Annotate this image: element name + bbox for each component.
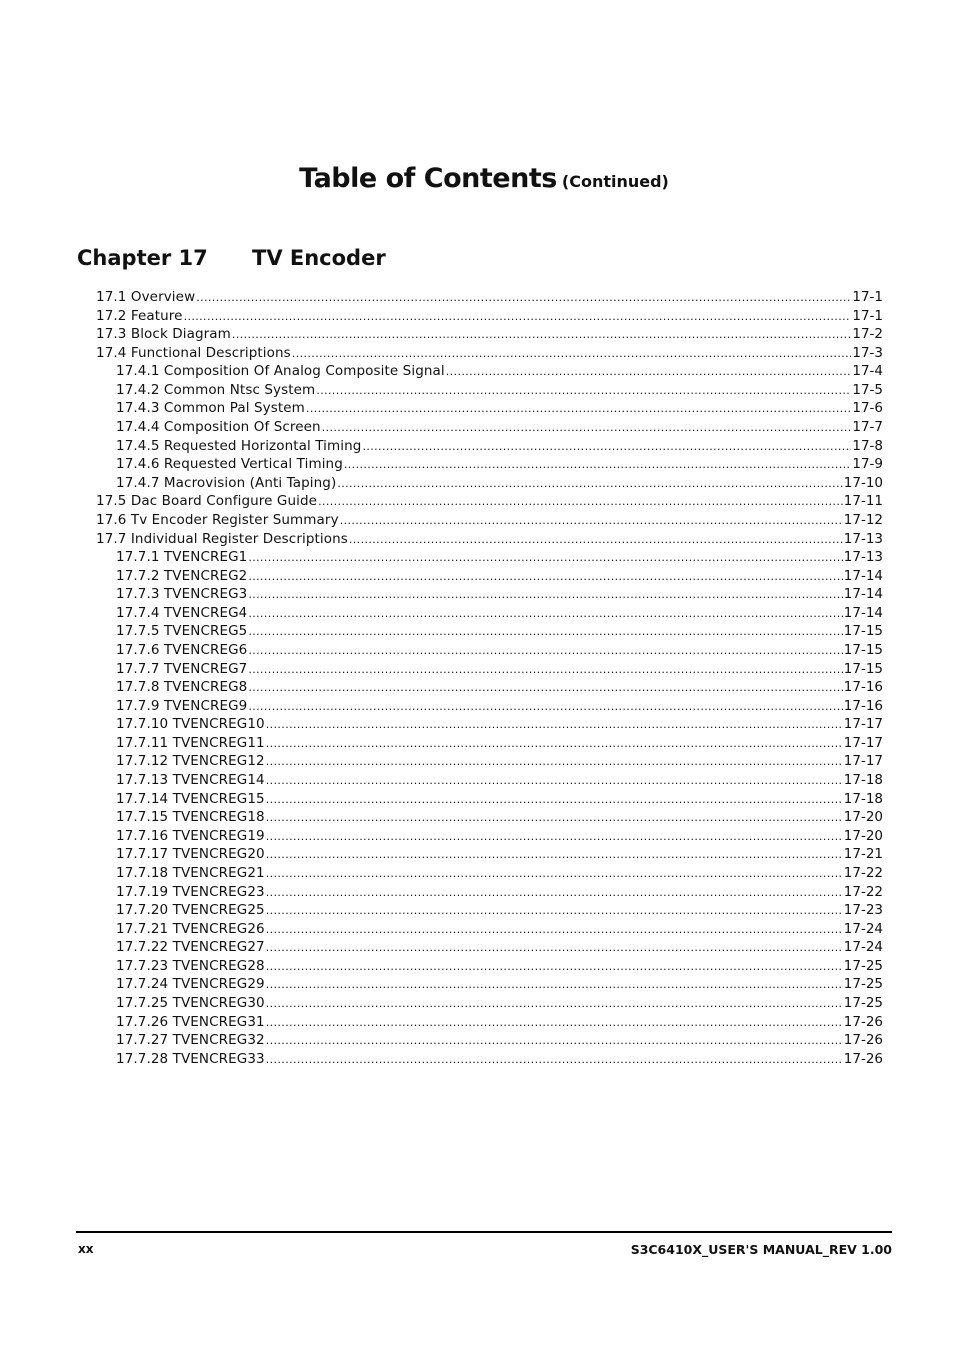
footer-manual-title: S3C6410X_USER'S MANUAL_REV 1.00 (630, 1242, 892, 1257)
toc-entry-page: 17-15 (843, 660, 883, 677)
dot-leader (349, 530, 843, 549)
toc-entry-page: 17-24 (843, 939, 883, 956)
dot-leader (318, 492, 843, 511)
toc-entry[interactable] (96, 641, 883, 660)
toc-entry-page: 17-16 (843, 697, 883, 714)
toc-entry-page: 17-5 (852, 381, 883, 398)
toc-entry[interactable] (96, 920, 883, 939)
toc-entry-page: 17-7 (852, 419, 883, 436)
dot-leader (266, 845, 843, 864)
toc-entry-label: 17.4.4 Composition Of Screen (116, 419, 321, 436)
toc-entry-label: 17.1 Overview (96, 289, 196, 305)
toc-entry-page: 17-22 (843, 864, 883, 881)
toc-entry-page: 17-14 (843, 604, 883, 621)
toc-entry-label: 17.3 Block Diagram (96, 326, 231, 343)
toc-entry[interactable] (96, 957, 883, 976)
toc-entry-label: 17.7.11 TVENCREG11 (116, 734, 265, 751)
toc-entry[interactable] (96, 307, 883, 326)
toc-entry[interactable] (96, 399, 883, 418)
chapter-heading (77, 246, 386, 270)
toc-entry-label: 17.7.15 TVENCREG18 (116, 809, 265, 826)
toc-entry-page: 17-8 (852, 437, 883, 454)
dot-leader (337, 474, 842, 493)
toc-entry[interactable] (96, 474, 883, 493)
dot-leader (248, 622, 842, 641)
dot-leader (248, 660, 842, 679)
toc-entry[interactable] (96, 827, 883, 846)
dot-leader (232, 325, 851, 344)
toc-entry-label: 17.7.27 TVENCREG32 (116, 1032, 265, 1049)
toc-entry-page: 17-26 (843, 1050, 883, 1067)
dot-leader (266, 957, 843, 976)
toc-entry[interactable] (96, 864, 883, 883)
toc-entry[interactable] (96, 901, 883, 920)
title-main: Table of Contents (299, 163, 557, 194)
toc-entry-label: 17.4.2 Common Ntsc System (116, 381, 316, 398)
toc-entry-label: 17.7.9 TVENCREG9 (116, 697, 248, 714)
dot-leader (316, 381, 851, 400)
toc-entry-page: 17-26 (843, 1032, 883, 1049)
toc-entry-page: 17-26 (843, 1013, 883, 1030)
dot-leader (248, 678, 842, 697)
dot-leader (248, 567, 842, 586)
toc-entry-page: 17-20 (843, 809, 883, 826)
dot-leader (266, 975, 843, 994)
toc-entry[interactable] (96, 771, 883, 790)
toc-entry-page: 17-13 (843, 530, 883, 547)
toc-entry-page: 17-15 (843, 623, 883, 640)
toc-entry[interactable] (96, 585, 883, 604)
dot-leader (292, 344, 852, 363)
chapter-number: Chapter 17 (77, 246, 208, 270)
toc-entry[interactable] (96, 288, 883, 307)
dot-leader (266, 1050, 843, 1069)
toc-entry-page: 17-12 (843, 511, 883, 528)
dot-leader (266, 771, 843, 790)
toc-entry-page: 17-16 (843, 679, 883, 696)
toc-entry[interactable] (96, 883, 883, 902)
dot-leader (248, 697, 842, 716)
toc-entry[interactable] (96, 511, 883, 530)
dot-leader (344, 455, 851, 474)
toc-entry-label: 17.7.26 TVENCREG31 (116, 1013, 265, 1030)
dot-leader (266, 827, 843, 846)
toc-entry-label: 17.4.5 Requested Horizontal Timing (116, 437, 362, 454)
dot-leader (196, 288, 851, 307)
toc-entry-label: 17.4 Functional Descriptions (96, 344, 291, 361)
toc-entry-page: 17-17 (843, 734, 883, 751)
toc-entry-label: 17.7.22 TVENCREG27 (116, 939, 265, 956)
toc-entry[interactable] (96, 325, 883, 344)
toc-entry[interactable] (96, 660, 883, 679)
dot-leader (266, 938, 843, 957)
toc-entry-label: 17.7.1 TVENCREG1 (116, 549, 248, 566)
dot-leader (248, 585, 842, 604)
toc-entry[interactable] (96, 344, 883, 363)
toc-entry-label: 17.7.25 TVENCREG30 (116, 994, 265, 1011)
dot-leader (266, 752, 843, 771)
toc-entry[interactable] (96, 492, 883, 511)
toc-entry-label: 17.7.6 TVENCREG6 (116, 641, 248, 658)
toc-entry-label: 17.7.5 TVENCREG5 (116, 623, 248, 640)
toc-entry-page: 17-25 (843, 976, 883, 993)
dot-leader (266, 734, 843, 753)
toc-entry[interactable] (96, 437, 883, 456)
dot-leader (248, 604, 842, 623)
toc-entry-label: 17.2 Feature (96, 307, 183, 324)
toc-entry-page: 17-14 (843, 586, 883, 603)
toc-entry-page: 17-17 (843, 753, 883, 770)
toc-entry[interactable] (96, 548, 883, 567)
toc-entry-page: 17-18 (843, 790, 883, 807)
dot-leader (266, 864, 843, 883)
toc-entry[interactable] (96, 790, 883, 809)
toc-entry-label: 17.7.16 TVENCREG19 (116, 827, 265, 844)
dot-leader (266, 1013, 843, 1032)
dot-leader (266, 715, 843, 734)
toc-entry[interactable] (96, 455, 883, 474)
dot-leader (362, 437, 851, 456)
toc-entry-page: 17-14 (843, 567, 883, 584)
toc-entry[interactable] (96, 808, 883, 827)
toc-entry-label: 17.4.7 Macrovision (Anti Taping) (116, 474, 337, 491)
toc-entry-page: 17-1 (852, 307, 883, 324)
toc-entry-label: 17.4.6 Requested Vertical Timing (116, 456, 343, 473)
toc-entry-page: 17-25 (843, 994, 883, 1011)
toc-entry-label: 17.7.7 TVENCREG7 (116, 660, 248, 677)
toc-entry[interactable] (96, 1031, 883, 1050)
toc-entry[interactable] (96, 678, 883, 697)
toc-entry-page: 17-24 (843, 920, 883, 937)
toc-entry-label: 17.7.23 TVENCREG28 (116, 957, 265, 974)
toc-entry[interactable] (96, 418, 883, 437)
toc-entry-label: 17.7.4 TVENCREG4 (116, 604, 248, 621)
toc-entry-label: 17.7.8 TVENCREG8 (116, 679, 248, 696)
title-sub: (Continued) (561, 172, 669, 191)
toc-entry-page: 17-15 (843, 641, 883, 658)
toc-entry[interactable] (96, 845, 883, 864)
toc-entry-label: 17.6 Tv Encoder Register Summary (96, 511, 339, 528)
toc-entry[interactable] (96, 567, 883, 586)
toc-entry-label: 17.7.24 TVENCREG29 (116, 976, 265, 993)
toc-entry-label: 17.7.18 TVENCREG21 (116, 864, 265, 881)
toc-entry-label: 17.7.2 TVENCREG2 (116, 567, 248, 584)
toc-entry-page: 17-17 (843, 716, 883, 733)
dot-leader (248, 548, 842, 567)
toc-entry[interactable] (96, 752, 883, 771)
toc-list (96, 288, 883, 1068)
toc-entry-page: 17-3 (852, 344, 883, 361)
footer-rule (76, 1231, 892, 1233)
footer-page-number: xx (78, 1242, 94, 1256)
toc-entry[interactable] (96, 381, 883, 400)
toc-entry-label: 17.5 Dac Board Configure Guide (96, 493, 318, 510)
dot-leader (322, 418, 852, 437)
toc-entry-page: 17-22 (843, 883, 883, 900)
toc-entry-page: 17-13 (843, 549, 883, 566)
toc-entry-page: 17-20 (843, 827, 883, 844)
dot-leader (266, 920, 843, 939)
toc-entry-page: 17-2 (852, 326, 883, 343)
toc-entry-label: 17.4.1 Composition Of Analog Composite Signal (116, 363, 445, 380)
dot-leader (248, 641, 842, 660)
toc-entry-label: 17.7.10 TVENCREG10 (116, 716, 265, 733)
toc-entry[interactable] (96, 994, 883, 1013)
toc-entry-label: 17.7.21 TVENCREG26 (116, 920, 265, 937)
toc-entry-label: 17.7 Individual Register Descriptions (96, 530, 348, 547)
toc-entry-page: 17-9 (852, 456, 883, 473)
dot-leader (266, 1031, 843, 1050)
dot-leader (446, 362, 852, 381)
toc-entry-page: 17-1 (852, 289, 883, 305)
dot-leader (340, 511, 843, 530)
toc-entry-label: 17.7.19 TVENCREG23 (116, 883, 265, 900)
toc-entry-page: 17-6 (852, 400, 883, 417)
dot-leader (266, 808, 843, 827)
chapter-name: TV Encoder (252, 246, 386, 270)
dot-leader (266, 901, 843, 920)
toc-entry[interactable] (96, 1050, 883, 1069)
toc-entry-label: 17.7.13 TVENCREG14 (116, 772, 265, 789)
toc-entry[interactable] (96, 715, 883, 734)
toc-entry[interactable] (96, 362, 883, 381)
dot-leader (266, 883, 843, 902)
toc-entry[interactable] (96, 697, 883, 716)
toc-entry[interactable] (96, 622, 883, 641)
toc-entry-label: 17.7.14 TVENCREG15 (116, 790, 265, 807)
toc-entry-page: 17-25 (843, 957, 883, 974)
toc-entry[interactable] (96, 975, 883, 994)
toc-entry-page: 17-21 (843, 846, 883, 863)
dot-leader (266, 994, 843, 1013)
dot-leader (184, 307, 852, 326)
toc-entry-label: 17.7.20 TVENCREG25 (116, 902, 265, 919)
toc-entry-page: 17-23 (843, 902, 883, 919)
toc-entry-label: 17.7.12 TVENCREG12 (116, 753, 265, 770)
toc-entry[interactable] (96, 734, 883, 753)
toc-entry[interactable] (96, 938, 883, 957)
toc-entry-page: 17-4 (852, 363, 883, 380)
toc-entry-page: 17-18 (843, 772, 883, 789)
toc-entry-page: 17-11 (843, 493, 883, 510)
toc-entry[interactable] (96, 530, 883, 549)
dot-leader (266, 790, 843, 809)
toc-entry-label: 17.4.3 Common Pal System (116, 400, 305, 417)
dot-leader (306, 399, 851, 418)
toc-entry[interactable] (96, 1013, 883, 1032)
toc-entry-label: 17.7.28 TVENCREG33 (116, 1050, 265, 1067)
toc-entry[interactable] (96, 604, 883, 623)
toc-entry-label: 17.7.17 TVENCREG20 (116, 846, 265, 863)
page-title (0, 163, 960, 194)
toc-entry-page: 17-10 (843, 474, 883, 491)
toc-entry-label: 17.7.3 TVENCREG3 (116, 586, 248, 603)
